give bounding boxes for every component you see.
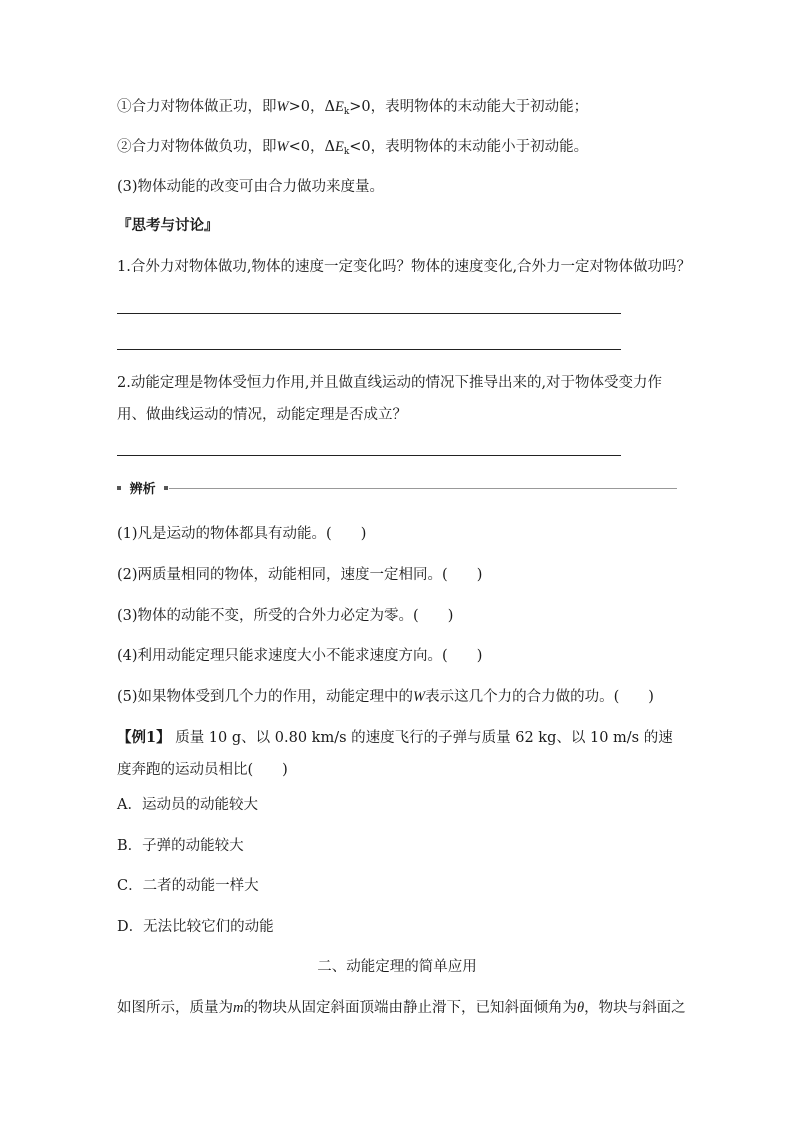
judge-item-2: (2)两质量相同的物体，动能相同，速度一定相同。( ) xyxy=(117,567,483,583)
judge-item-3: (3)物体的动能不变，所受的合外力必定为零。( ) xyxy=(117,608,454,624)
question-1: 1.合外力对物体做功,物体的速度一定变化吗？物体的速度变化,合外力一定对物体做功吗？ xyxy=(117,259,692,275)
option-d[interactable]: D．无法比较它们的动能 xyxy=(117,919,274,935)
answer-line-2[interactable] xyxy=(117,349,621,350)
think-discuss-heading: 『思考与讨论』 xyxy=(117,217,219,234)
section-bar-analysis xyxy=(117,478,677,498)
section-heading-2: 二、动能定理的简单应用 xyxy=(317,959,477,975)
example-1 xyxy=(117,722,679,786)
section-title: 辨析 xyxy=(129,482,156,497)
judge-item-5: (5)如果物体受到几个力的作用，动能定理中的W表示这几个力的合力做的功。( ) xyxy=(117,689,654,705)
option-b[interactable]: B．子弹的动能较大 xyxy=(117,838,244,854)
kinetic-energy-change-line: (3)物体动能的改变可由合力做功来度量。 xyxy=(117,179,385,195)
section-divider xyxy=(169,488,677,489)
option-c[interactable]: C．二者的动能一样大 xyxy=(117,878,259,894)
square-bullet-icon xyxy=(164,486,168,490)
example-label: 【例1】 xyxy=(117,729,171,746)
judge-item-1: (1)凡是运动的物体都具有动能。( ) xyxy=(117,526,367,542)
question-2: 2.动能定理是物体受恒力作用,并且做直线运动的情况下推导出来的,对于物体受变力作用、做曲线运动的情况，动能定理是否成立？ xyxy=(117,375,663,423)
option-a[interactable]: A．运动员的动能较大 xyxy=(117,797,258,813)
answer-line-3[interactable] xyxy=(117,455,621,456)
answer-line-1[interactable] xyxy=(117,313,621,314)
example-text: 质量 10 g、以 0.80 km/s 的速度飞行的子弹与质量 62 kg、以 10 m/s 的速度奔跑的运动员相比( ) xyxy=(117,730,673,778)
negative-work-line: ②合力对物体做负功，即W<0，$\Delta E_k<0$，表明物体的末动能小于初动能。 xyxy=(117,139,589,157)
positive-work-line: ①合力对物体做正功，即W>0，$\Delta E_k>0$，表明物体的末动能大于初动能； xyxy=(117,99,589,117)
square-bullet-icon xyxy=(117,486,121,490)
judge-item-4: (4)利用动能定理只能求速度大小不能求速度方向。( ) xyxy=(117,648,483,664)
application-intro: 如图所示，质量为m的物块从固定斜面顶端由静止滑下，已知斜面倾角为θ，物块与斜面之 xyxy=(117,1000,686,1016)
